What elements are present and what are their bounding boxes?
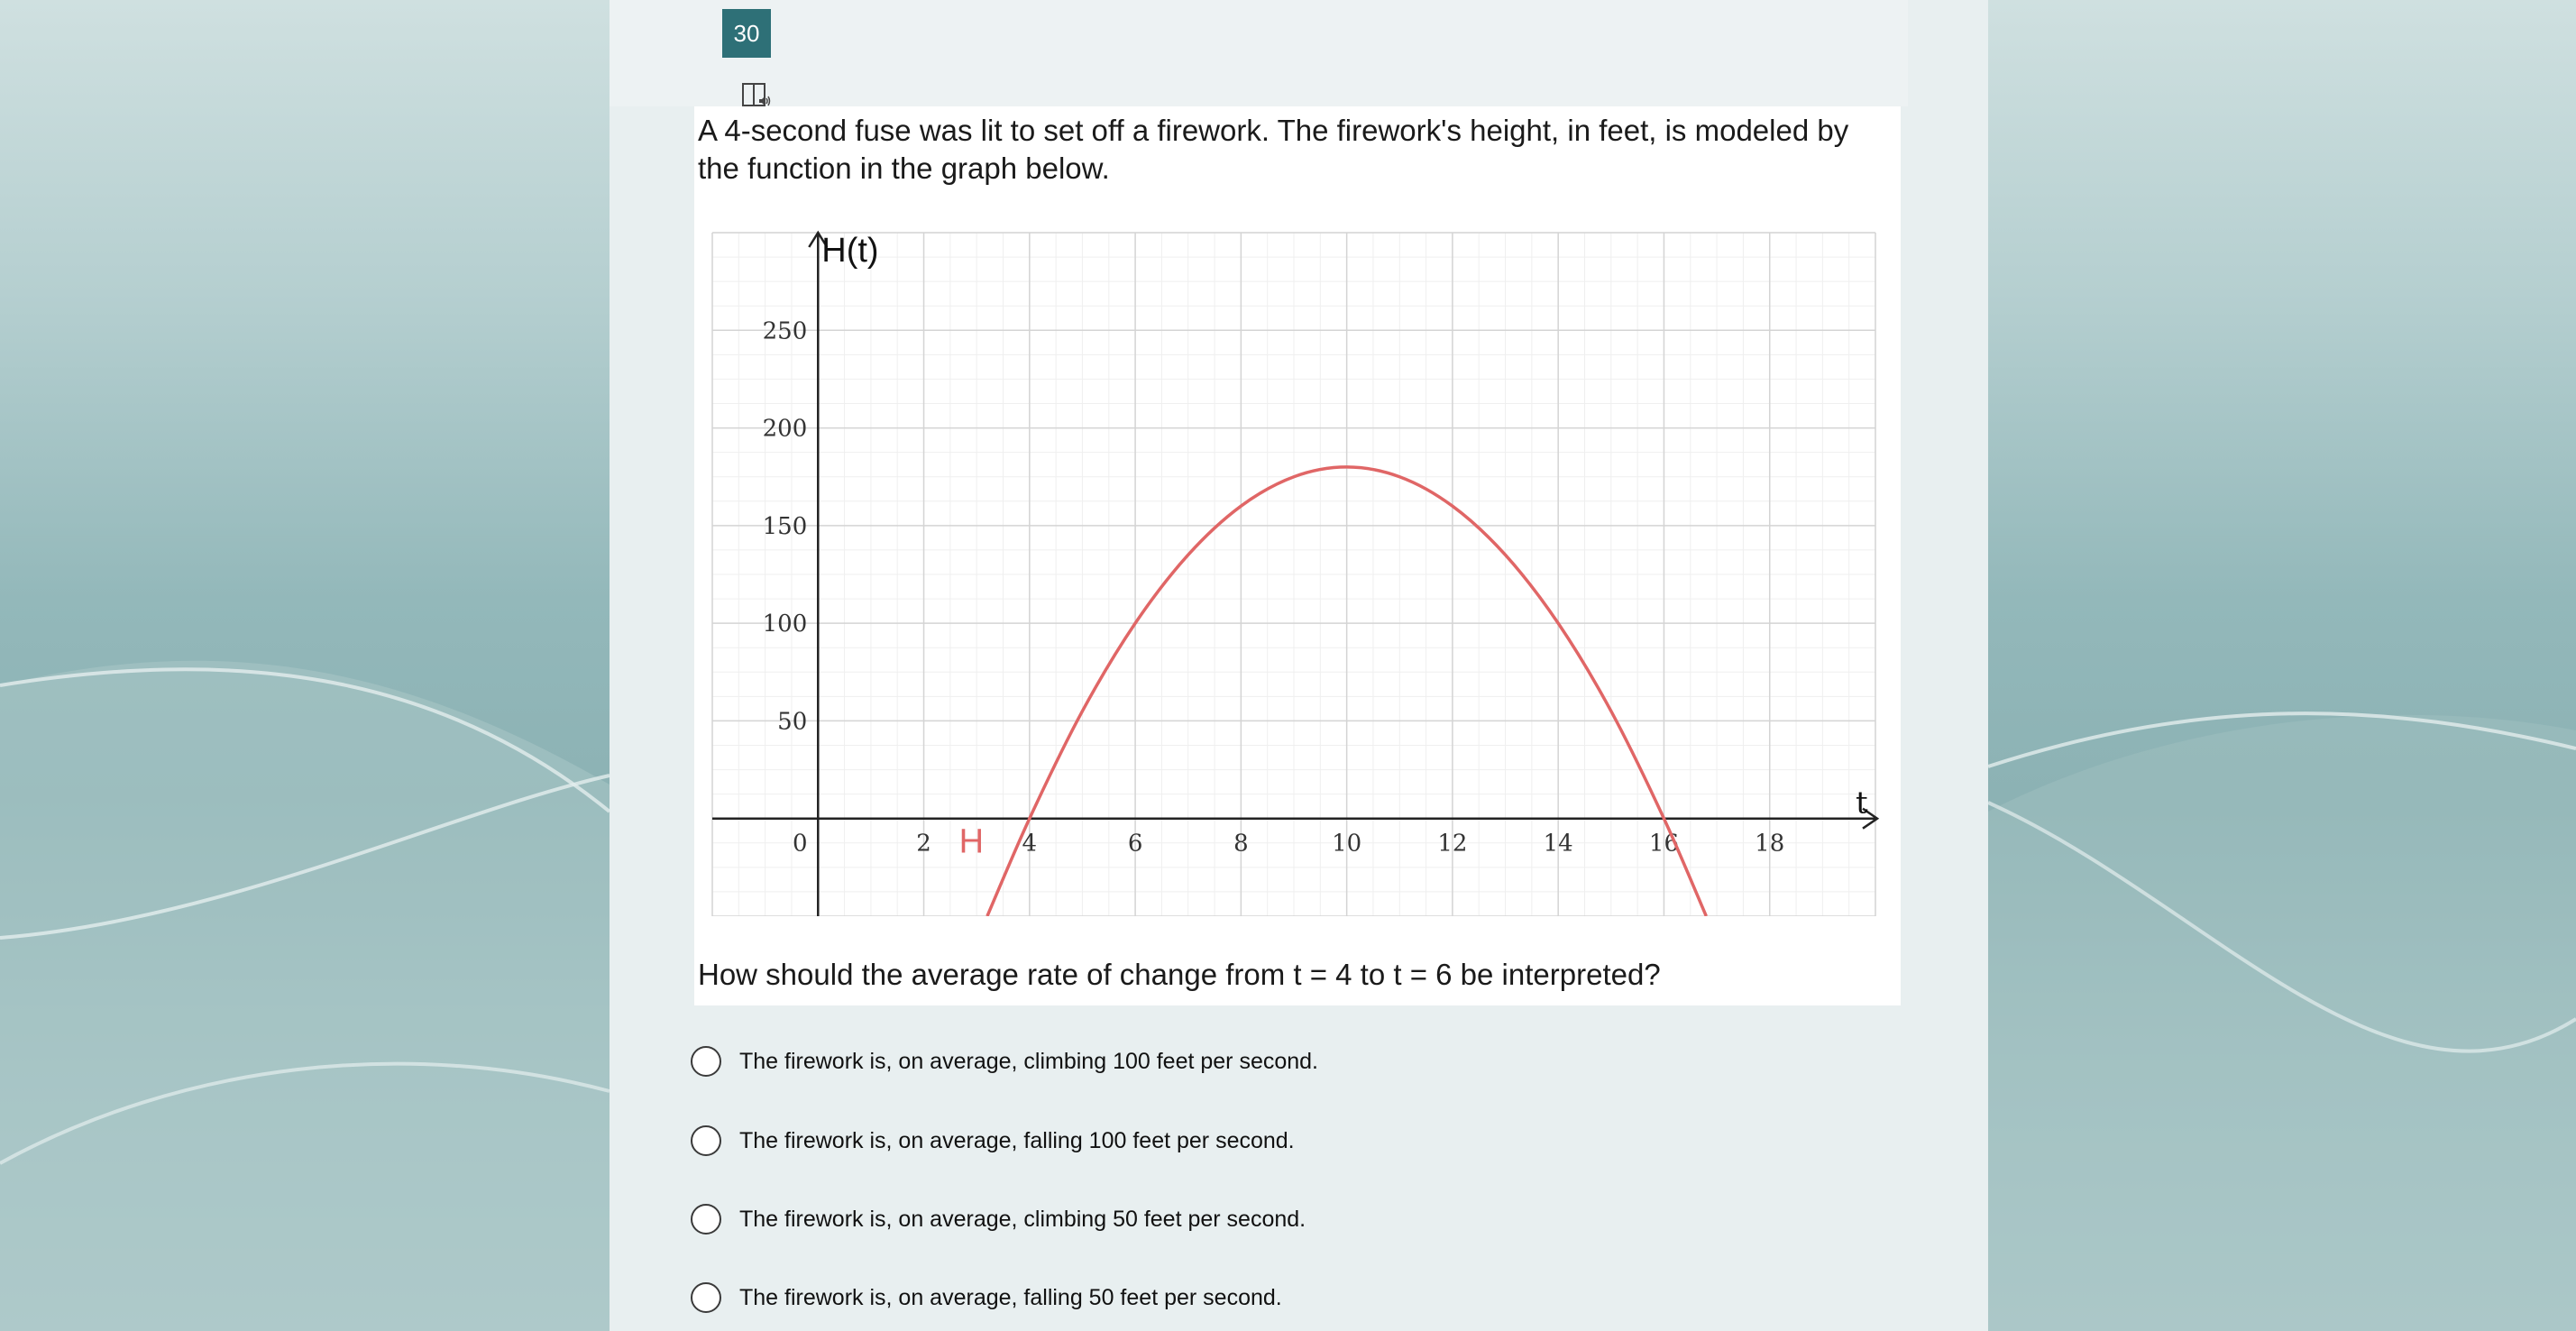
series-label-h: H [958, 822, 985, 861]
x-tick-label: 18 [1755, 830, 1785, 858]
answer-choice-a[interactable] [691, 1042, 1318, 1081]
question-text: How should the average rate of change from t = 4 to t = 6 be interpreted? [698, 958, 1661, 991]
prompt-text: A 4-second fuse was lit to set off a firework. The firework's height, in feet, is modeled by the function in the graph below. [698, 114, 1849, 185]
x-tick-label: 6 [1127, 830, 1143, 858]
question-number-badge: 30 [722, 9, 771, 58]
y-axis-label: H(t) [821, 232, 879, 270]
y-tick-label: 100 [762, 610, 808, 638]
radio-button[interactable] [691, 1204, 721, 1235]
answer-choice-d[interactable] [691, 1278, 1282, 1317]
y-tick-label: 250 [762, 317, 808, 345]
x-tick-label: 10 [1332, 830, 1362, 858]
question-stem [694, 106, 1901, 1005]
firework-height-graph [703, 222, 1890, 916]
choice-label: The firework is, on average, falling 50 feet per second. [739, 1284, 1282, 1310]
x-tick-label: 2 [916, 830, 931, 858]
radio-button[interactable] [691, 1125, 721, 1156]
radio-button[interactable] [691, 1282, 721, 1313]
y-tick-label: 200 [762, 415, 808, 443]
question-header [610, 0, 1908, 106]
x-tick-label: 0 [792, 830, 808, 858]
x-tick-label: 12 [1437, 830, 1468, 858]
choice-label: The firework is, on average, climbing 50 feet per second. [739, 1206, 1306, 1232]
x-tick-label: 14 [1543, 830, 1573, 858]
grid-minor [712, 233, 1875, 916]
tick-labels [763, 317, 1785, 857]
choice-label: The firework is, on average, falling 100 feet per second. [739, 1127, 1295, 1153]
axis-labels [821, 232, 1868, 822]
x-tick-label: 8 [1233, 830, 1249, 858]
x-tick-label: 16 [1648, 830, 1680, 858]
y-tick-label: 50 [777, 708, 808, 736]
answer-choice-c[interactable] [691, 1199, 1306, 1239]
answer-choice-b[interactable] [691, 1121, 1295, 1161]
choice-label: The firework is, on average, climbing 100 feet per second. [739, 1048, 1319, 1074]
x-tick-label: 4 [1022, 830, 1038, 858]
x-axis-label: t [1856, 785, 1868, 822]
y-tick-label: 150 [762, 512, 808, 540]
radio-button[interactable] [691, 1046, 721, 1077]
